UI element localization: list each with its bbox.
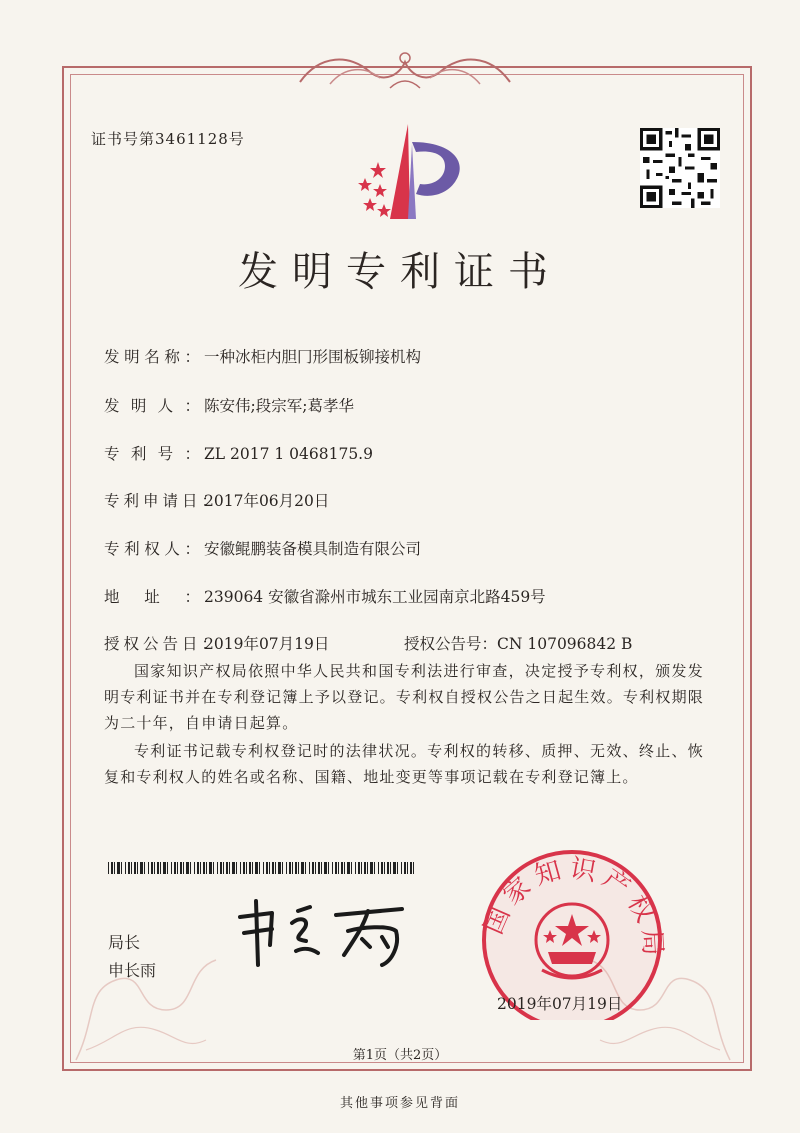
field-grant-number: [404, 632, 632, 654]
field-label: 专利申请日：: [104, 492, 222, 510]
field-value: 陈安伟;段宗军;葛孝华: [204, 397, 354, 415]
field-patent-number: [104, 442, 373, 464]
field-label: 授权公告日：: [104, 635, 222, 653]
field-patentee: [104, 537, 421, 559]
field-value: ZL 2017 1 0468175.9: [204, 445, 373, 463]
field-address: [104, 585, 546, 607]
field-label: 专利权人：: [104, 540, 204, 558]
top-ornament: [290, 44, 520, 94]
field-value: 239064 安徽省滁州市城东工业园南京北路459号: [204, 588, 546, 606]
field-filing-date: [104, 489, 329, 511]
certificate-number: 证书号第3461128号: [91, 130, 245, 148]
seal-date: 2019年07月19日: [497, 995, 623, 1013]
patent-office-logo: [350, 124, 470, 224]
field-label: 专利号：: [104, 445, 204, 463]
field-inventors: [104, 394, 354, 416]
signature-name: 申长雨: [108, 961, 157, 980]
field-label: 发明名称：: [104, 348, 204, 366]
statement-paragraph: 专利证书记载专利权登记时的法律状况。专利权的转移、质押、无效、终止、恢复和专利权人的姓名或名称、国籍、地址变更等事项记载在专利登记簿上。: [104, 742, 704, 786]
field-label: 发明人：: [104, 397, 204, 415]
field-value: 2019年07月19日: [204, 635, 330, 653]
field-value: CN 107096842 B: [497, 635, 633, 653]
barcode: [108, 862, 418, 874]
signature-title: 局长: [108, 933, 141, 952]
qr-code: [640, 128, 720, 208]
statement-paragraph: 国家知识产权局依照中华人民共和国专利法进行审查，决定授予专利权，颁发发明专利证书并在专利登记簿上予以登记。专利权自授权公告之日起生效。专利权期限为二十年，自申请日起算。: [104, 662, 704, 732]
field-label: 地址：: [104, 588, 204, 606]
page-number: 第1页（共2页）: [352, 1048, 448, 1063]
field-grant-date: [104, 632, 329, 654]
field-label: 授权公告号：: [404, 635, 498, 653]
field-value: 2017年06月20日: [204, 492, 330, 510]
footer-note: 其他事项参见背面: [339, 1096, 460, 1111]
handwritten-signature: [232, 895, 412, 970]
field-invention-name: [104, 345, 421, 367]
field-value: 一种冰柜内胆冂形围板铆接机构: [204, 348, 422, 366]
seal-text: 国家知识产权局: [478, 853, 668, 963]
certificate-title: 发明专利证书: [238, 249, 562, 295]
field-value: 安徽鲲鹏装备模具制造有限公司: [204, 540, 422, 558]
